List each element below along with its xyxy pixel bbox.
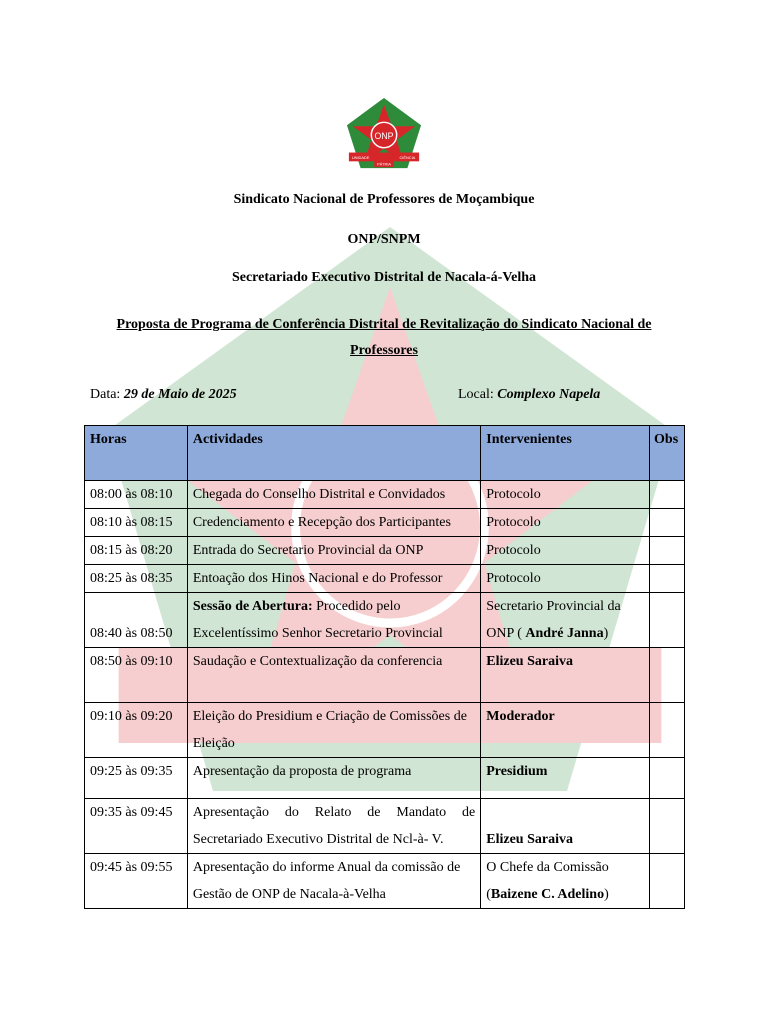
cell-horas: 08:00 às 08:10 bbox=[85, 481, 188, 509]
int-name: Baizene C. Adelino bbox=[490, 887, 605, 902]
cell-intervenientes: Moderador bbox=[481, 703, 650, 758]
int-suffix: ) bbox=[604, 887, 609, 902]
logo-ribbon-center: PÁTRIA bbox=[376, 161, 392, 167]
header-actividades: Actividades bbox=[187, 426, 480, 481]
date-field bbox=[90, 382, 237, 408]
cell-intervenientes: Presidium bbox=[481, 758, 650, 799]
cell-horas: 09:35 às 09:45 bbox=[85, 799, 188, 854]
cell-intervenientes: Elizeu Saraiva bbox=[481, 799, 650, 854]
cell-horas: 08:15 às 08:20 bbox=[85, 537, 188, 565]
cell-intervenientes: Protocolo bbox=[481, 537, 650, 565]
int-prefix: Secretario Provincial da ONP ( bbox=[486, 599, 621, 641]
date-label: Data: bbox=[90, 387, 121, 402]
org-name: Sindicato Nacional de Professores de Moçambique bbox=[233, 192, 535, 207]
cell-horas: 09:45 às 09:55 bbox=[85, 854, 188, 909]
cell-obs bbox=[650, 758, 685, 799]
cell-actividades: Saudação e Contextualização da conferencia bbox=[187, 648, 480, 703]
cell-actividades: Credenciamento e Recepção dos Participantes bbox=[187, 509, 480, 537]
table-row bbox=[85, 565, 685, 593]
document-title bbox=[84, 312, 684, 364]
cell-intervenientes: Protocolo bbox=[481, 509, 650, 537]
table-row bbox=[85, 537, 685, 565]
cell-obs bbox=[650, 799, 685, 854]
cell-horas: 09:10 às 09:20 bbox=[85, 703, 188, 758]
session-text: Procedido pelo Excelentíssimo Senhor Secretario Provincial bbox=[192, 599, 443, 641]
cell-obs bbox=[650, 565, 685, 593]
cell-intervenientes: Protocolo bbox=[481, 565, 650, 593]
session-label: Sessão de Abertura: bbox=[192, 599, 313, 614]
table-row bbox=[85, 799, 685, 854]
table-header-row bbox=[85, 426, 685, 481]
cell-actividades: Eleição do Presidium e Criação de Comissões de Eleição bbox=[187, 703, 480, 758]
cell-horas: 08:25 às 08:35 bbox=[85, 565, 188, 593]
org-abbr: ONP/SNPM bbox=[347, 232, 421, 247]
cell-horas: 09:25 às 09:35 bbox=[85, 758, 188, 799]
int-suffix: ) bbox=[603, 626, 609, 641]
table-row bbox=[85, 854, 685, 909]
cell-horas: 08:50 às 09:10 bbox=[85, 648, 188, 703]
cell-intervenientes bbox=[481, 593, 650, 648]
cell-intervenientes: Elizeu Saraiva bbox=[481, 648, 650, 703]
local-label: Local: bbox=[458, 387, 494, 402]
title-line-1: Proposta de Programa de Conferência Distrital de Revitalização do Sindicato Nacional de bbox=[116, 317, 652, 332]
title-line-2: Professores bbox=[350, 343, 418, 358]
local-value: Complexo Napela bbox=[497, 387, 601, 402]
table-row bbox=[85, 648, 685, 703]
local-field bbox=[458, 382, 600, 408]
secretariat-name: Secretariado Executivo Distrital de Nacala-á-Velha bbox=[231, 270, 537, 285]
int-name: André Janna bbox=[525, 626, 604, 641]
cell-obs bbox=[650, 481, 685, 509]
logo-ribbon-left: UNIDADE bbox=[351, 154, 370, 160]
program-table bbox=[84, 425, 685, 909]
int-prefix: O Chefe da Comissão ( bbox=[486, 860, 609, 902]
table-row bbox=[85, 593, 685, 648]
header-obs: Obs bbox=[650, 426, 685, 481]
cell-actividades: Chegada do Conselho Distrital e Convidados bbox=[187, 481, 480, 509]
table-row bbox=[85, 703, 685, 758]
header-horas: Horas bbox=[85, 426, 188, 481]
cell-horas: 08:40 às 08:50 bbox=[85, 593, 188, 648]
cell-obs bbox=[650, 593, 685, 648]
logo-ribbon-right: CIÊNCIA bbox=[399, 154, 416, 160]
cell-intervenientes: Protocolo bbox=[481, 481, 650, 509]
cell-actividades: Apresentação do Relato de Mandato de Secretariado Executivo Distrital de Ncl-à- V. bbox=[187, 799, 480, 854]
cell-actividades: Apresentação do informe Anual da comissão de Gestão de ONP de Nacala-à-Velha bbox=[187, 854, 480, 909]
table-row bbox=[85, 758, 685, 799]
header-intervenientes: Intervenientes bbox=[481, 426, 650, 481]
cell-obs bbox=[650, 537, 685, 565]
cell-actividades: Apresentação da proposta de programa bbox=[187, 758, 480, 799]
cell-obs bbox=[650, 703, 685, 758]
cell-actividades bbox=[187, 593, 480, 648]
cell-obs bbox=[650, 509, 685, 537]
cell-obs bbox=[650, 648, 685, 703]
table-row bbox=[85, 509, 685, 537]
table-row bbox=[85, 481, 685, 509]
logo-text: ONP bbox=[374, 130, 394, 141]
onp-logo bbox=[345, 96, 423, 174]
date-value: 29 de Maio de 2025 bbox=[123, 387, 237, 402]
cell-intervenientes bbox=[481, 854, 650, 909]
cell-obs bbox=[650, 854, 685, 909]
cell-horas: 08:10 às 08:15 bbox=[85, 509, 188, 537]
cell-actividades: Entoação dos Hinos Nacional e do Professor bbox=[187, 565, 480, 593]
cell-actividades: Entrada do Secretario Provincial da ONP bbox=[187, 537, 480, 565]
